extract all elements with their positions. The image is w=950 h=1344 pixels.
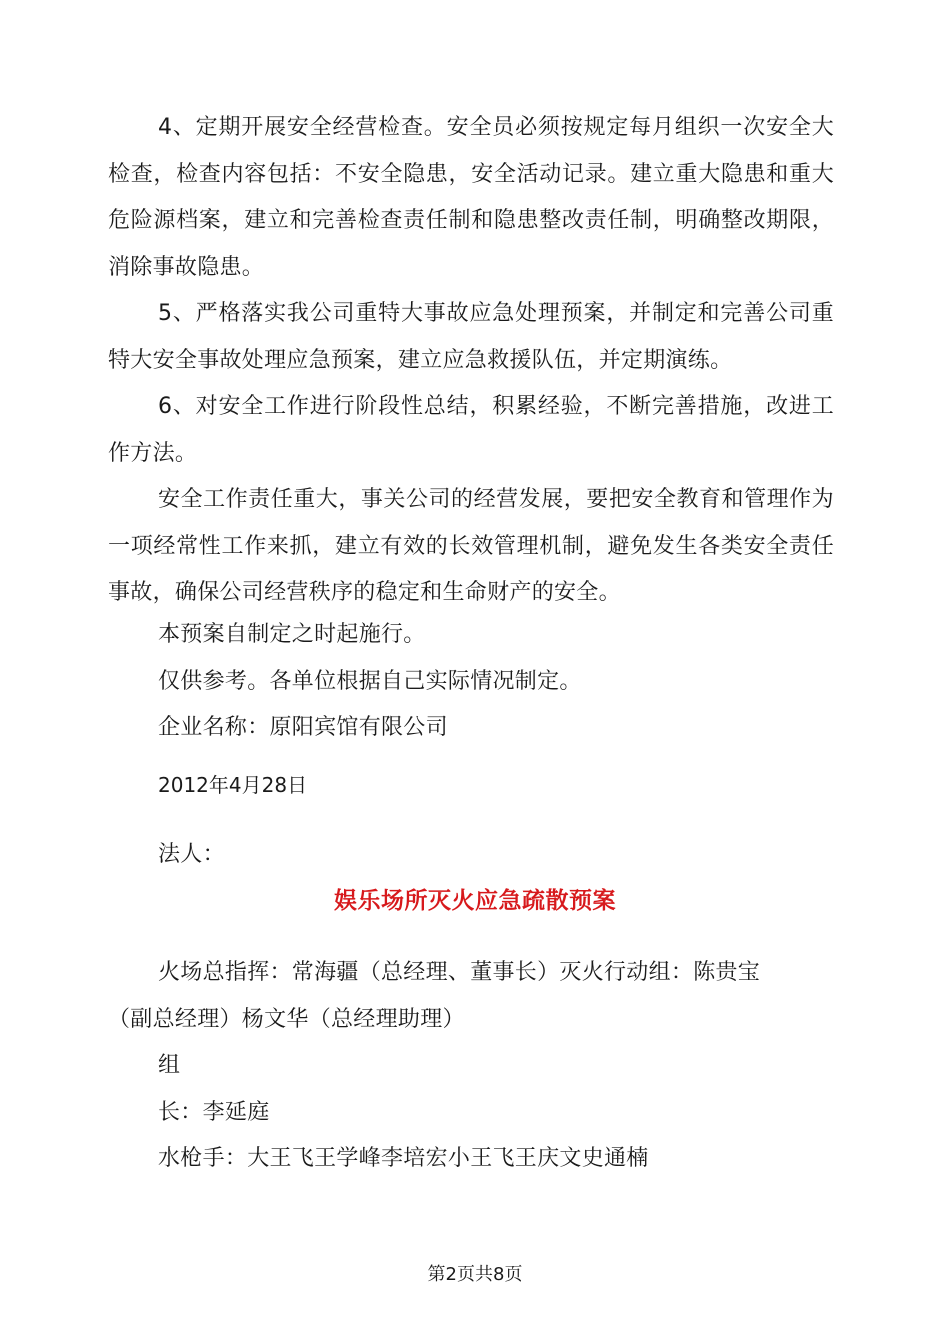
group-label: 组 xyxy=(158,1053,181,1078)
nozzle-operators-line: 水枪手：大王飞王学峰李培宏小王飞王庆文史通楠 xyxy=(158,1146,649,1171)
roster-block xyxy=(108,950,834,1183)
commander-line: 火场总指挥：常海疆（总经理、董事长）灭火行动组：陈贵宝 xyxy=(158,960,761,985)
plan-title: 娱乐场所灭火应急疏散预案 xyxy=(334,887,616,914)
page-indicator: 第2页共8页 xyxy=(427,1264,523,1285)
document-date: 2012年4月28日 xyxy=(158,773,308,797)
legal-person-line: 法人： xyxy=(158,842,225,867)
effective-note: 本预案自制定之时起施行。 xyxy=(158,622,426,647)
reference-note: 仅供参考。各单位根据自己实际情况制定。 xyxy=(158,669,582,694)
paragraph-safety-summary: 安全工作责任重大，事关公司的经营发展，要把安全教育和管理作为一项经常性工作来抓，建立有效的长效管理机制，避免发生各类安全责任事故，确保公司经营秩序的稳定和生命财产的安全。 xyxy=(108,487,834,605)
paragraph-item-6: 6、对安全工作进行阶段性总结，积累经验，不断完善措施，改进工作方法。 xyxy=(108,394,834,466)
group-leader-line: 长：李延庭 xyxy=(158,1099,270,1125)
paragraph-item-4: 4、定期开展安全经营检查。安全员必须按规定每月组织一次安全大检查，检查内容包括：不安全隐患，安全活动记录。建立重大隐患和重大危险源档案，建立和完善检查责任制和隐患整改责任制，明确整改期限，消除事故隐患。 xyxy=(108,115,834,280)
commander-line-continued: （副总经理）杨文华（总经理助理） xyxy=(108,1006,465,1032)
paragraph-item-5: 5、严格落实我公司重特大事故应急处理预案，并制定和完善公司重特大安全事故处理应急预案，建立应急救援队伍，并定期演练。 xyxy=(108,301,834,373)
company-name-line: 企业名称：原阳宾馆有限公司 xyxy=(158,715,448,740)
